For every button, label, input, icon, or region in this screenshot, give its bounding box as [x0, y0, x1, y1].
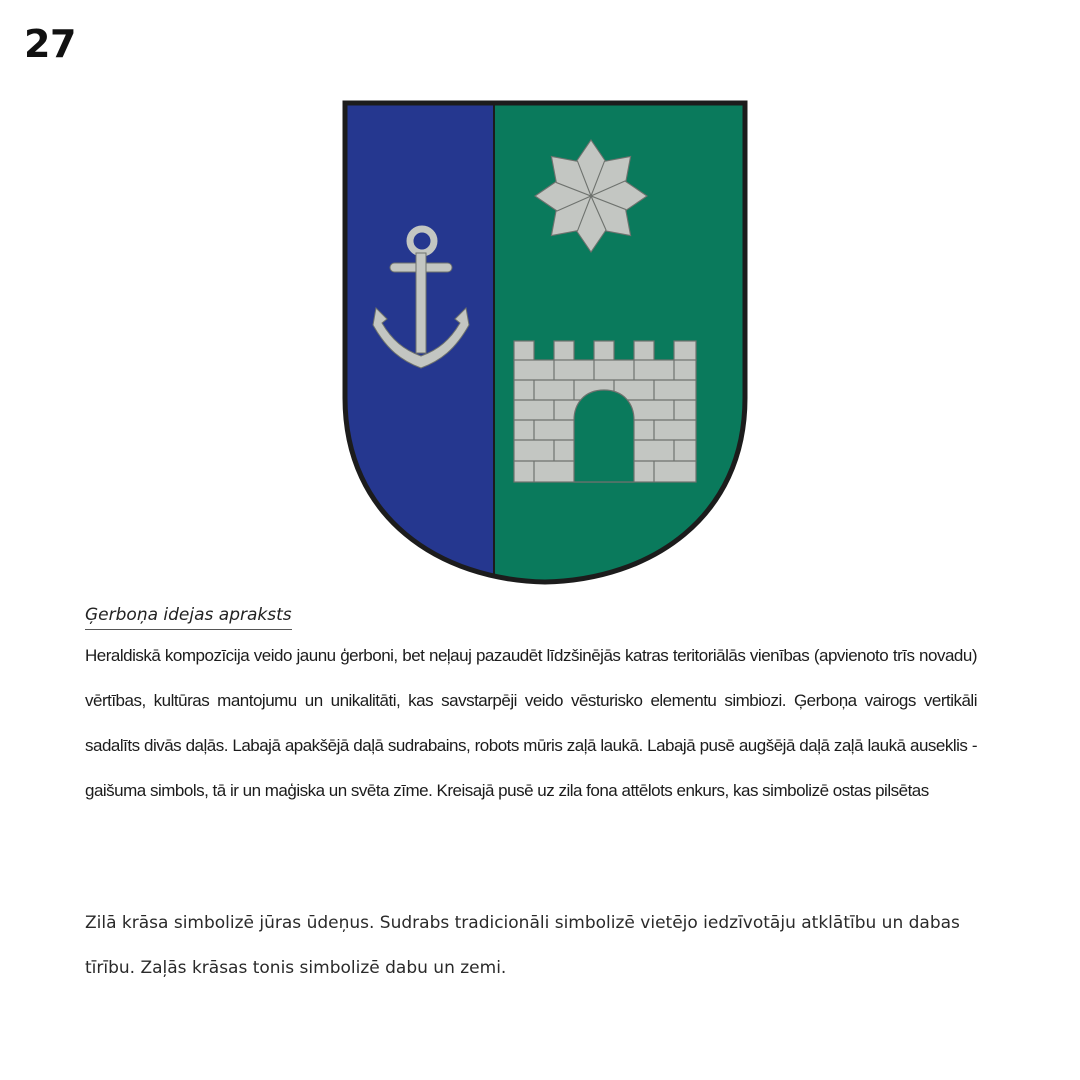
section-heading: Ģerboņa idejas apraksts — [85, 603, 292, 630]
coat-of-arms — [340, 98, 750, 588]
color-symbolism-paragraph: Zilā krāsa simbolizē jūras ūdeņus. Sudrabs tradicionāli simbolizē vietējo iedzīvotāju atklātību un dabas tīrību. Zaļās krāsas tonis simbolizē dabu un zemi. — [85, 913, 960, 978]
castle-wall-icon — [514, 341, 696, 482]
description-paragraph: Heraldiskā kompozīcija veido jaunu ģerboni, bet neļauj pazaudēt līdzšinējās katras teritoriālās vienības (apvienoto trīs novadu) vērtības, kultūras mantojumu un unikalitāti, kas savstarpēji veido vēsturisko elementu simbiozi. Ģerboņa vairogs vertikāli sadalīts divās daļās. Labajā apakšējā daļā sudrabains, robots mūris zaļā laukā. Labajā pusē augšējā daļā zaļā laukā auseklis - gaišuma simbols, tā ir un maģiska un svēta zīme. Kreisajā pusē uz zila fona attēlots enkurs, kas simbolizē ostas pilsētas — [85, 646, 977, 800]
auseklis-star-icon — [535, 140, 647, 252]
castle-gate — [574, 390, 634, 482]
page-number: 27 — [24, 22, 76, 66]
